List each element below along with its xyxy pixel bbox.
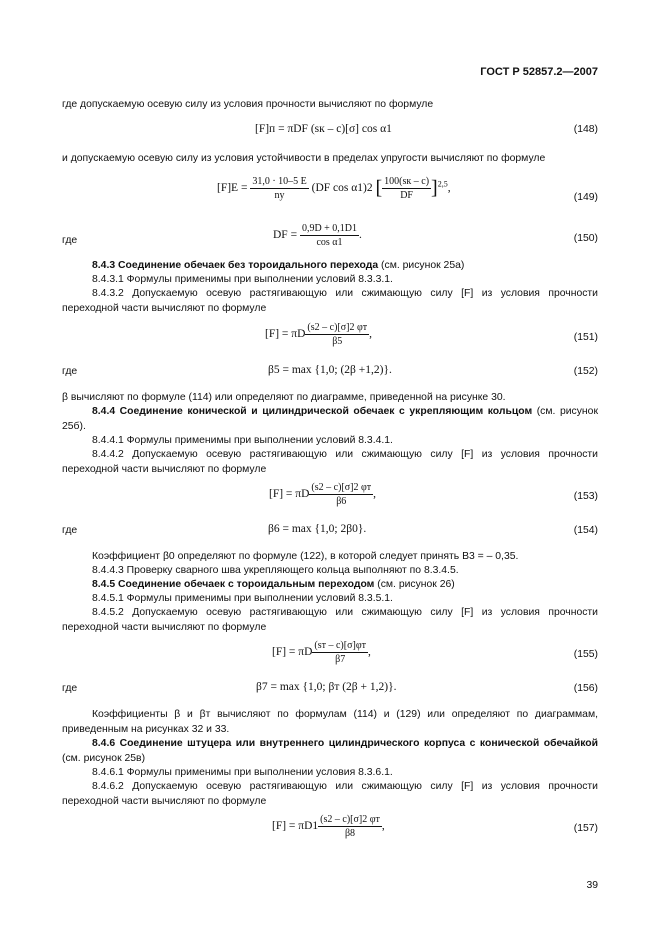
section-8-4-4-3: 8.4.4.3 Проверку сварного шва укрепляющего кольца выполняют по 8.3.4.5. <box>92 565 459 576</box>
page-number: 39 <box>586 880 598 891</box>
paragraph-strength-intro: где допускаемую осевую силу из условия прочности вычисляют по формуле <box>62 99 434 110</box>
equation-number-155: (155) <box>573 649 598 660</box>
paragraph-stability-intro: и допускаемую осевую силу из условия устойчивости в пределах упругости вычисляют по формуле <box>62 153 546 164</box>
section-8-4-4-1: 8.4.4.1 Формулы применимы при выполнении условий 8.3.4.1. <box>92 435 393 446</box>
section-8-4-6-1: 8.4.6.1 Формулы применимы при выполнении условия 8.3.6.1. <box>92 767 393 778</box>
section-8-4-6-2: 8.4.6.2 Допускаемую осевую растягивающую или сжимающую силу [F] из условия прочности переходной части вычисляют по формуле <box>62 781 598 807</box>
equation-number-148: (148) <box>573 124 598 135</box>
section-8-4-3-1: 8.4.3.1 Формулы применимы при выполнении условий 8.3.3.1. <box>92 274 393 285</box>
section-8-4-4-2: 8.4.4.2 Допускаемую осевую растягивающую или сжимающую силу [F] из условия прочности переходной части вычисляют по формуле <box>62 449 598 475</box>
section-8-4-5-2: 8.4.5.2 Допускаемую осевую растягивающую или сжимающую силу [F] из условия прочности переходной части вычисляют по формуле <box>62 607 598 633</box>
where-label: где <box>62 683 78 694</box>
formula-157: [F] = πD1 $\frac{(s2 - c)[\sigma]2 \varphi т}{\beta 8}$ , <box>272 814 385 839</box>
equation-number-153: (153) <box>573 491 598 502</box>
where-label: где <box>62 235 78 246</box>
formula-149: [F]E = $\frac{31,0 \cdot 10-5 E}{nу}$ (DF cos α1)2 [ $\frac{100(sк - c)}{DF}$ ]$^{2,5}$, <box>217 176 451 201</box>
formula-149-bracket-fraction: $\frac{100(sк - c)}{DF}$ <box>384 176 430 201</box>
formula-151: [F] = πD $\frac{(s2 - c)[\sigma]2 \varphi т}{\beta 5}$ , <box>265 322 372 347</box>
paragraph-coefficient-bt: Коэффициенты β и βт вычисляют по формулам (114) и (129) или определяют по диаграммам, приведенным на рисунках 32 и 33. <box>62 709 598 735</box>
paragraph-coefficient-b0: Коэффициент β0 определяют по формуле (122), в которой следует принять B3 = – 0,35. <box>92 551 519 562</box>
equation-number-157: (157) <box>573 823 598 834</box>
equation-number-150: (150) <box>573 233 598 244</box>
formula-149-mid: (DF cos α1)2 <box>311 182 373 195</box>
formula-149-exponent: 2,5 <box>437 179 448 189</box>
section-8-4-4-title: 8.4.4 Соединение конической и цилиндрической обечаек с укрепляющим кольцом (см. рисунок 25б). <box>62 406 598 432</box>
section-8-4-5-title: 8.4.5 Соединение обечаек с тороидальным переходом (см. рисунок 26) <box>92 579 455 590</box>
equation-number-151: (151) <box>573 332 598 343</box>
formula-154: β6 = max {1,0; 2β0}. <box>268 523 367 535</box>
equation-number-152: (152) <box>573 366 598 377</box>
formula-153: [F] = πD $\frac{(s2 - c)[\sigma]2 \varphi т}{\beta 6}$ , <box>269 482 376 507</box>
document-header-id: ГОСТ Р 52857.2—2007 <box>480 66 598 78</box>
where-label: где <box>62 366 78 377</box>
section-8-4-3-title: 8.4.3 Соединение обечаек без тороидального перехода (см. рисунок 25а) <box>92 260 465 271</box>
formula-155: [F] = πD $\frac{(sт - c)[\sigma]\varphi т}{\beta 7}$ , <box>272 640 371 665</box>
where-label: где <box>62 525 78 536</box>
formula-150: DF = $\frac{0,9D + 0,1D1}{\text{cos α1}}$ . <box>273 223 362 248</box>
section-8-4-3-2: 8.4.3.2 Допускаемую осевую растягивающую или сжимающую силу [F] из условия прочности переходной части вычисляют по формуле <box>62 288 598 314</box>
formula-149-fraction: $\frac{31,0 \cdot 10-5 E}{nу}$ <box>252 176 307 201</box>
equation-number-149: (149) <box>573 192 598 203</box>
section-8-4-6-title: 8.4.6 Соединение штуцера или внутреннего цилиндрического корпуса с конической обечайкой (см. рисунок 25в) <box>62 738 598 764</box>
formula-152: β5 = max {1,0; (2β +1,2)}. <box>268 364 392 376</box>
formula-149-lhs: [F]E = <box>217 182 248 195</box>
formula-156: β7 = max {1,0; βт (2β + 1,2)}. <box>256 681 397 693</box>
equation-number-156: (156) <box>573 683 598 694</box>
equation-number-154: (154) <box>573 525 598 536</box>
section-8-4-5-1: 8.4.5.1 Формулы применимы при выполнении условий 8.3.5.1. <box>92 593 393 604</box>
paragraph-beta-note: β вычисляют по формуле (114) или определяют по диаграмме, приведенной на рисунке 30. <box>62 392 506 403</box>
formula-148: [F]п = πDF (sк – c)[σ] cos α1 <box>255 123 392 135</box>
